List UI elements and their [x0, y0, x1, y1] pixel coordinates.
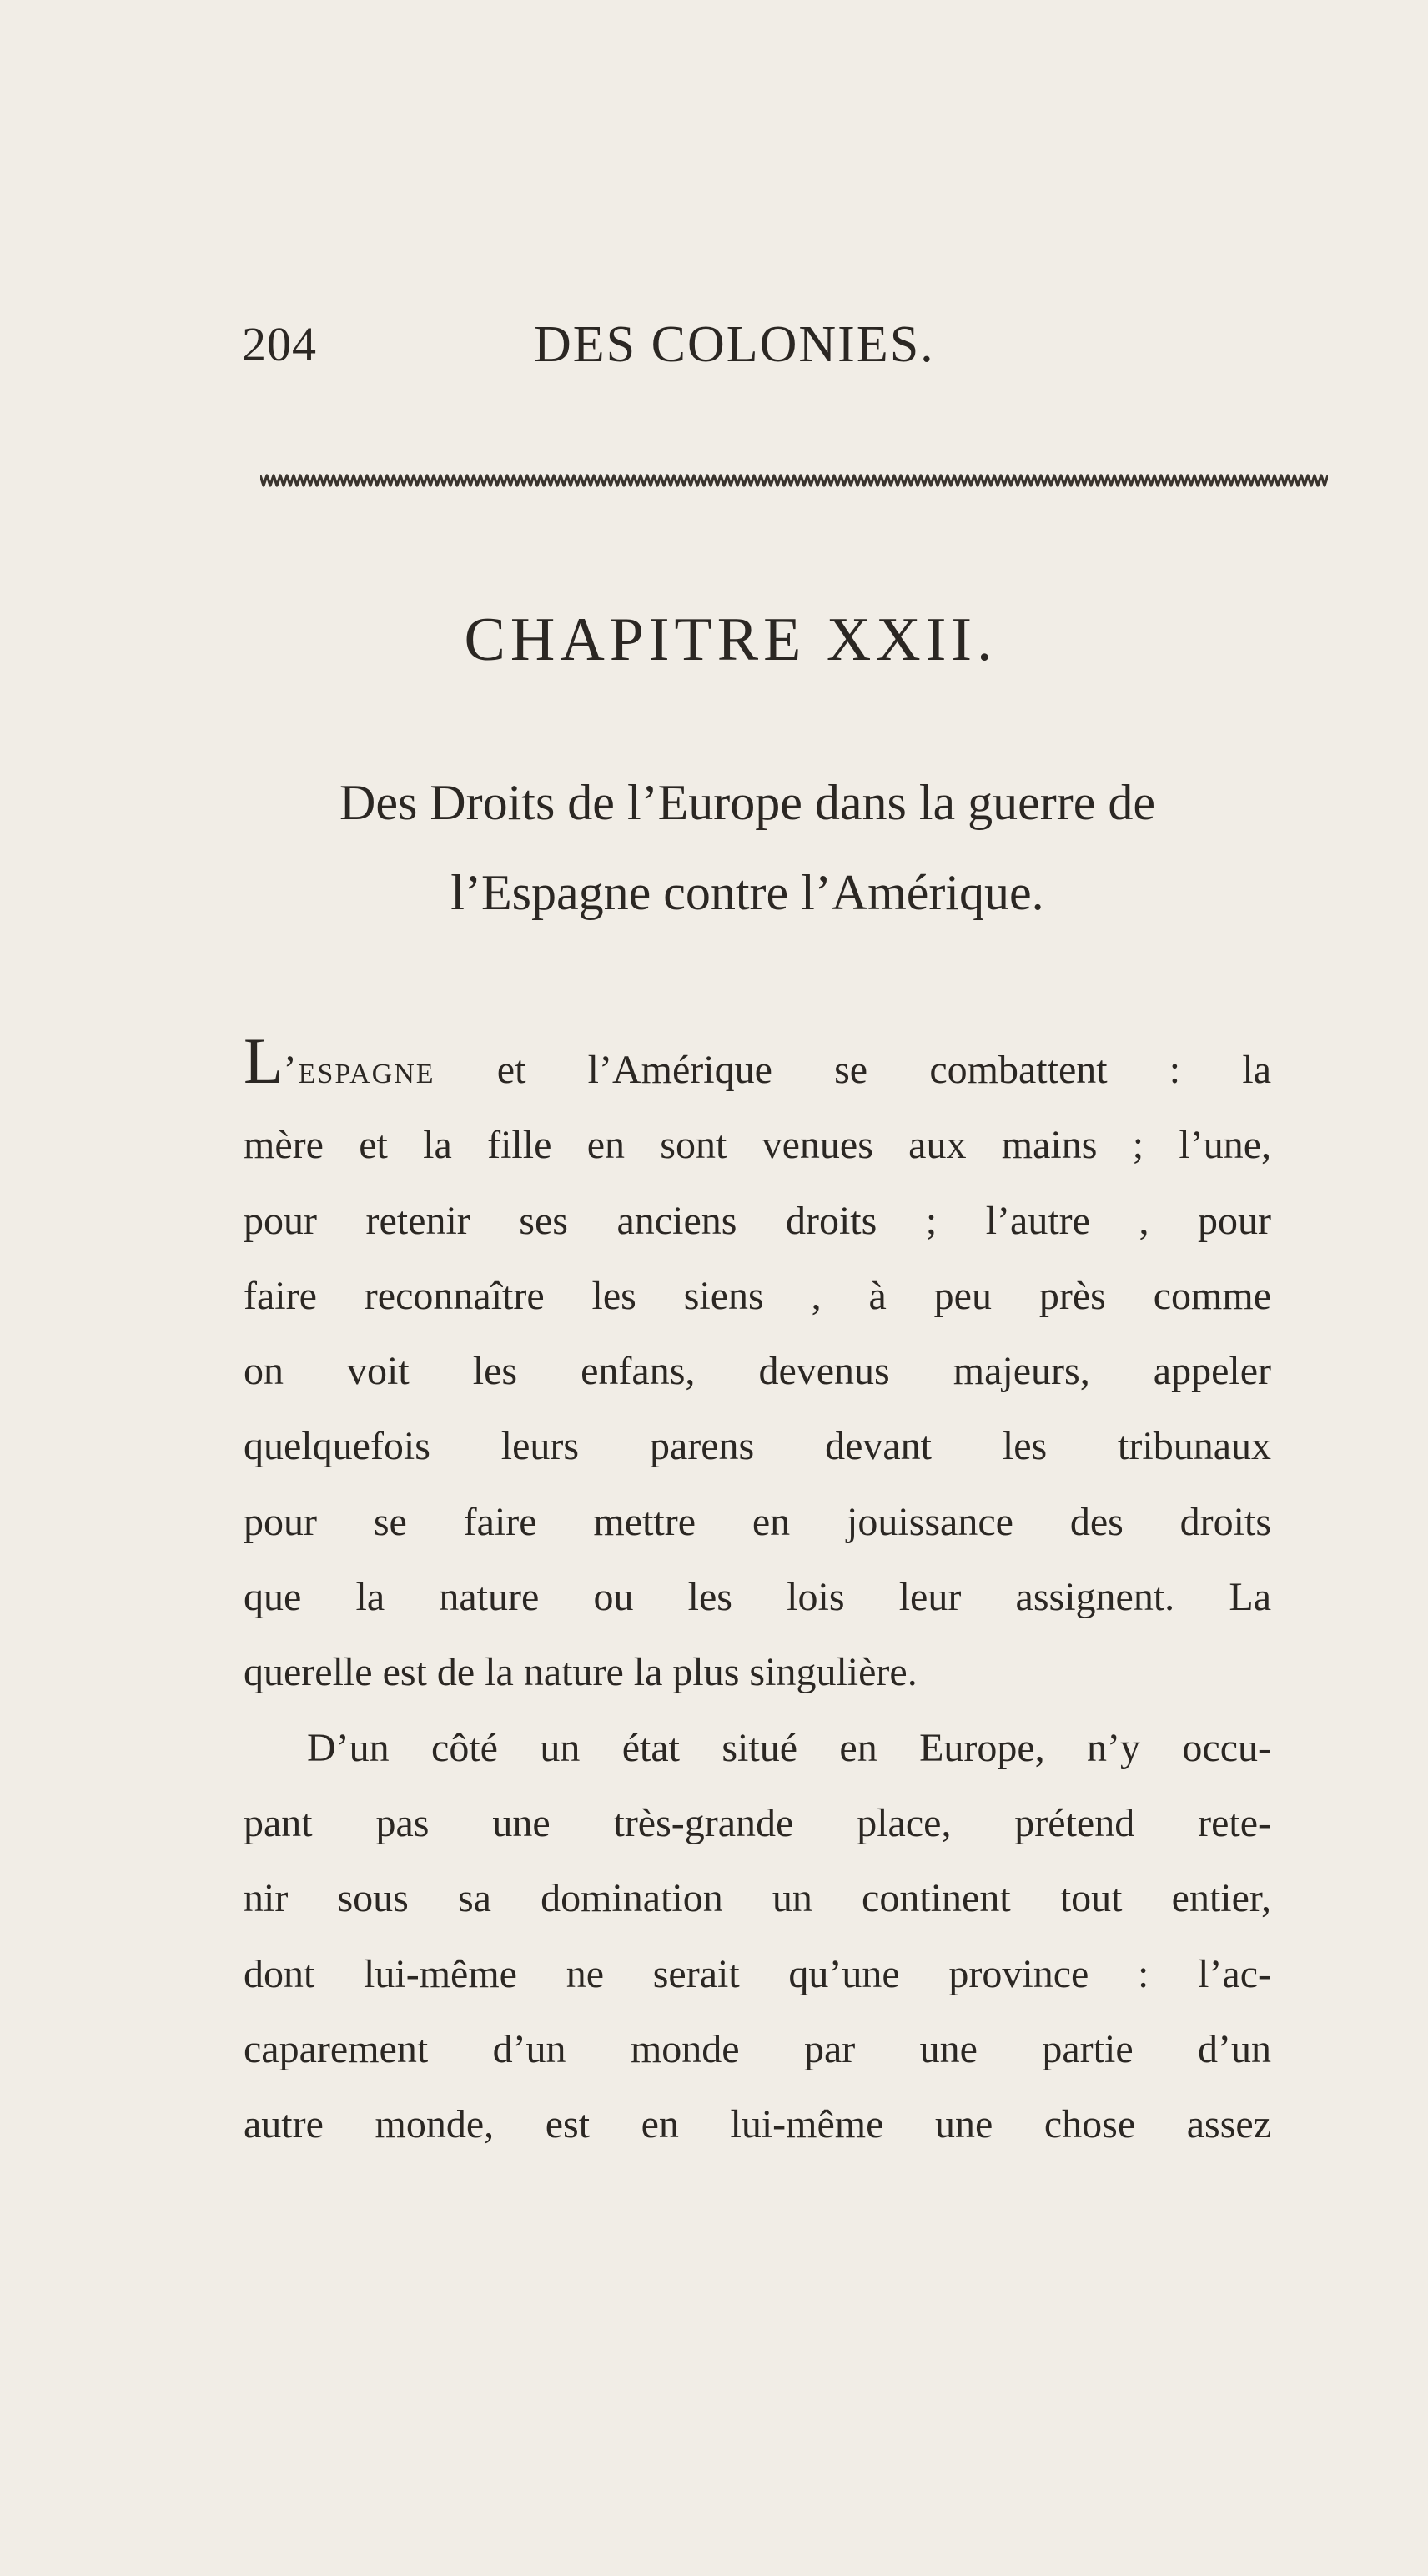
first-line-rest: et l’Amérique se combattent : la: [496, 1048, 1272, 1092]
running-title: DES COLONIES.: [534, 316, 935, 373]
text-line: nir sous sa domination un continent tout entier,: [244, 1876, 1271, 1921]
running-head: [0, 307, 1428, 382]
text-line: autre monde, est en lui-même une chose assez: [244, 2102, 1271, 2147]
chapter-subtitle-line-1: Des Droits de l’Europe dans la guerre de: [339, 775, 1155, 830]
text-line: pant pas une très-grande place, prétend rete-: [244, 1800, 1271, 1845]
text-line-first: [244, 1024, 1272, 1108]
text-line: mère et la fille en sont venues aux mains ; l’une,: [244, 1123, 1271, 1168]
body-text: [244, 1024, 1272, 2162]
text-line: caparement d’un monde par une partie d’un: [244, 2026, 1271, 2071]
text-line: D’un côté un état situé en Europe, n’y occu-: [307, 1725, 1271, 1770]
page-number: 204: [242, 317, 317, 371]
ornament-rule-graphic: [260, 472, 1328, 489]
text-line: quelquefois leurs parens devant les tribunaux: [244, 1424, 1271, 1469]
text-line: querelle est de la nature la plus singulière.: [244, 1650, 918, 1695]
smallcaps-word: ’espagne: [283, 1048, 435, 1092]
chapter-heading: CHAPITRE XXII.: [464, 606, 998, 674]
text-line: dont lui-même ne serait qu’une province : l’ac-: [244, 1951, 1271, 1996]
drop-cap: L: [244, 1024, 284, 1097]
text-line: que la nature ou les lois leur assignent. La: [244, 1575, 1271, 1620]
chapter-subtitle: [0, 757, 1428, 938]
ornament-rule: [260, 472, 1328, 489]
text-line: pour se faire mettre en jouissance des droits: [244, 1499, 1271, 1544]
chapter-subtitle-line-2: l’Espagne contre l’Amérique.: [450, 865, 1044, 920]
text-line: on voit les enfans, devenus majeurs, appeler: [244, 1349, 1271, 1394]
text-line: pour retenir ses anciens droits ; l’autre , pour: [244, 1198, 1271, 1243]
text-line: faire reconnaître les siens , à peu près comme: [244, 1273, 1271, 1318]
ornament-zigzag: [260, 475, 1328, 486]
